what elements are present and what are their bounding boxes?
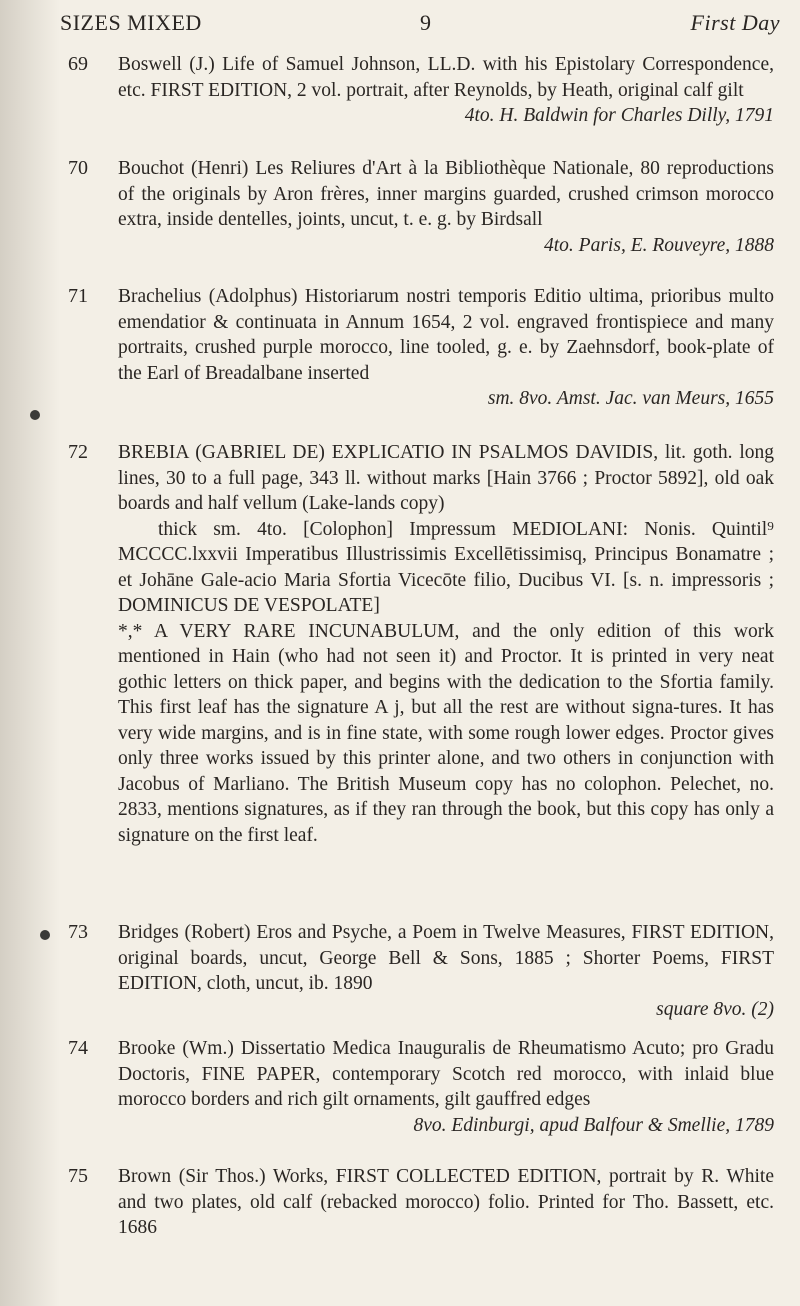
- header-section-title: SIZES MIXED: [60, 10, 202, 35]
- lot-text: Boswell (J.) Life of Samuel Johnson, LL.D. with his Epistolary Correspondence, etc. FIRST EDITION, 2 vol. portrait, after Reynolds, by Heath, original calf gilt: [118, 54, 774, 101]
- lot-number: 72: [68, 441, 88, 463]
- page-number: 9: [420, 10, 432, 35]
- lot-number: 74: [68, 1037, 88, 1059]
- lot-text: BREBIA (GABRIEL DE) EXPLICATIO IN PSALMOS DAVIDIS, lit. goth. long lines, 30 to a full page, 343 ll. without marks [Hain 3766 ; Proctor 5892], old oak boards and half vellum (Lake-lands copy): [118, 442, 774, 514]
- lot-text: Brooke (Wm.) Dissertatio Medica Inauguralis de Rheumatismo Acuto; pro Gradu Doctoris, FINE PAPER, contemporary Scotch red morocco, with inlaid blue morocco borders and rich gilt ornaments, gilt gauffred edges: [118, 1038, 774, 1110]
- lot-number: 75: [68, 1165, 88, 1187]
- margin-bullet-mark: [40, 930, 50, 940]
- lot-text: Brown (Sir Thos.) Works, FIRST COLLECTED EDITION, portrait by R. White and two plates, old calf (rebacked morocco) folio. Printed for Tho. Bassett, etc. 1686: [118, 1166, 774, 1238]
- lot-description: [118, 156, 774, 258]
- lot-number: 70: [68, 157, 88, 179]
- lot-imprint: 8vo. Edinburgi, apud Balfour & Smellie, 1789: [413, 1114, 774, 1136]
- lot-description: [118, 52, 774, 129]
- lot-text: Bridges (Robert) Eros and Psyche, a Poem in Twelve Measures, FIRST EDITION, original boards, uncut, George Bell & Sons, 1885 ; Shorter Poems, FIRST EDITION, cloth, uncut, ib. 1890: [118, 922, 774, 994]
- lot-note: *,* A VERY RARE INCUNABULUM, and the only edition of this work mentioned in Hain (who had not seen it) and Proctor. It is printed in very neat gothic letters on thick paper, and begins with the dedication to the Sfortia family. This first leaf has the signature A j, but all the rest are without signa-tures. It has very wide margins, and is in fine state, with some rough lower edges. Proctor gives only three works issued by this printer alone, and two others in conjunction with Jacobus of Marliano. The British Museum copy has no colophon. Pelechet, no. 2833, mentions signatures, as if they ran through the book, but this copy has only a signature on the first leaf.: [118, 620, 774, 846]
- lot-imprint: 4to. H. Baldwin for Charles Dilly, 1791: [464, 105, 774, 126]
- lot-description: [118, 1036, 774, 1138]
- lot-text: Brachelius (Adolphus) Historiarum nostri temporis Editio ultima, prioribus multo emendatior & continuata in Annum 1654, 2 vol. engraved frontispiece and many portraits, crushed purple morocco, line tooled, g. e. by Zaehnsdorf, book-plate of the Earl of Breadalbane inserted: [118, 286, 774, 384]
- lot-number: 71: [68, 285, 88, 307]
- lot-description: [118, 440, 774, 848]
- running-header: [60, 10, 780, 42]
- lot-text: Bouchot (Henri) Les Reliures d'Art à la Bibliothèque Nationale, 80 reproductions of the originals by Aron frères, inner margins guarded, crushed crimson morocco extra, inside dentelles, joints, uncut, t. e. g. by Birdsall: [118, 158, 774, 230]
- lot-description: [118, 1164, 774, 1241]
- lot-imprint: square 8vo. (2): [656, 998, 774, 1020]
- lot-description: [118, 284, 774, 412]
- lot-number: 69: [68, 53, 88, 75]
- lot-description: [118, 920, 774, 1022]
- header-sale-day: First Day: [690, 10, 780, 35]
- lot-collation: thick sm. 4to. [Colophon] Impressum MEDIOLANI: Nonis. Quintil⁹ MCCCC.lxxvii Imperatibus Illustrissimis Excellētissimisq, Principus Bonamatre ; et Johāne Gale-acio Maria Sfortia Vicecōte filio, Ducibus VI. [s. n. impressoris ; DOMINICUS DE VESPOLATE]: [118, 518, 774, 616]
- lot-number: 73: [68, 921, 88, 943]
- margin-bullet-mark: [30, 410, 40, 420]
- page-edge-shadow: [0, 0, 60, 1306]
- lot-imprint: sm. 8vo. Amst. Jac. van Meurs, 1655: [487, 388, 774, 409]
- lot-imprint: 4to. Paris, E. Rouveyre, 1888: [544, 234, 774, 256]
